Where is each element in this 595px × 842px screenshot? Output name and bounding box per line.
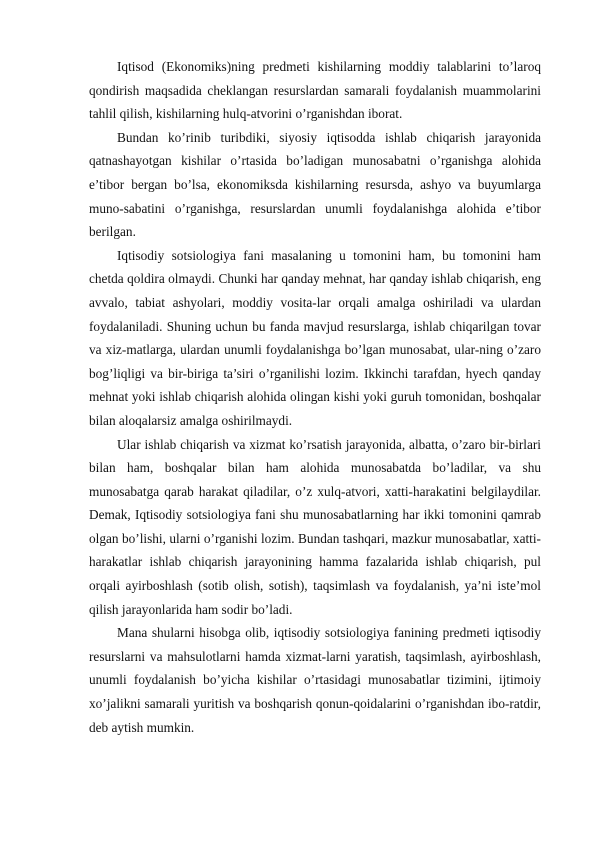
paragraph-1: Iqtisod (Ekonomiks)ning predmeti kishilarning moddiy talablarini to’laroq qondirish maqsadida cheklangan resurslardan samarali foydalanish muammolarini tahlil qilish, kishilarning hulq-atvorini o’rganishdan iborat. [89, 59, 541, 122]
body-text [89, 55, 541, 739]
paragraph-4: Ular ishlab chiqarish va xizmat ko’rsatish jarayonida, albatta, o’zaro bir-birlari bilan ham, boshqalar bilan ham alohida munosabatda bo’ladilar, va shu munosabatga qarab harakat qiladilar, o’z xulq-atvori, xatti-harakatini belgilaydilar. Demak, Iqtisodiy sotsiologiya fani shu munosabatlarning har ikki tomonini qamrab olgan bo’lishi, ularni o’rganishi lozim. Bundan tashqari, mazkur munosabatlar, xatti-harakatlar ishlab chiqarish jarayonining hamma fazalarida ishlab chiqarish, pul orqali ayirboshlash (sotib olish, sotish), taqsimlash va foydalanish, ya’ni iste’mol qilish jarayonlarida ham sodir bo’ladi. [89, 436, 541, 617]
paragraph-2: Bundan ko’rinib turibdiki, siyosiy iqtisodda ishlab chiqarish jarayonida qatnashayotgan kishilar o’rtasida bo’ladigan munosabatni o’rganishga alohida e’tibor bergan bo’lsa, ekonomiksda kishilarning resursda, ashyo va buyumlarga muno-sabatini o’rganishga, resurslardan unumli foydalanishga alohida e’tibor berilgan. [89, 129, 541, 240]
paragraph-3: Iqtisodiy sotsiologiya fani masalaning u tomonini ham, bu tomonini ham chetda qoldira olmaydi. Chunki har qanday mehnat, har qanday ishlab chiqarish, eng avvalo, tabiat ashyolari, moddiy vosita-lar orqali amalga oshiriladi va ulardan foydalaniladi. Shuning uchun bu fanda mavjud resurslarga, ishlab chiqarilgan tovar va xiz-matlarga, ulardan unumli foydalanishga bo’lgan munosabat, ular-ning o’zaro bog’liqligi va bir-biriga ta’siri o’rganilishi lozim. Ikkinchi tarafdan, hyech qanday mehnat yoki ishlab chiqarish alohida olingan kishi yoki guruh tomonidan, boshqalar bilan aloqalarsiz amalga oshirilmaydi. [89, 247, 541, 428]
paragraph-5: Mana shularni hisobga olib, iqtisodiy sotsiologiya fanining predmeti iqtisodiy resurslarni va mahsulotlarni hamda xizmat-larni yaratish, taqsimlash, ayirboshlash, unumli foydalanish bo’yicha kishilar o’rtasidagi munosabatlar tizimini, ijtimoiy xo’jalikni samarali yuritish va boshqarish qonun-qoidalarini o’rganishdan ibo-ratdir, deb aytish mumkin. [89, 625, 541, 735]
